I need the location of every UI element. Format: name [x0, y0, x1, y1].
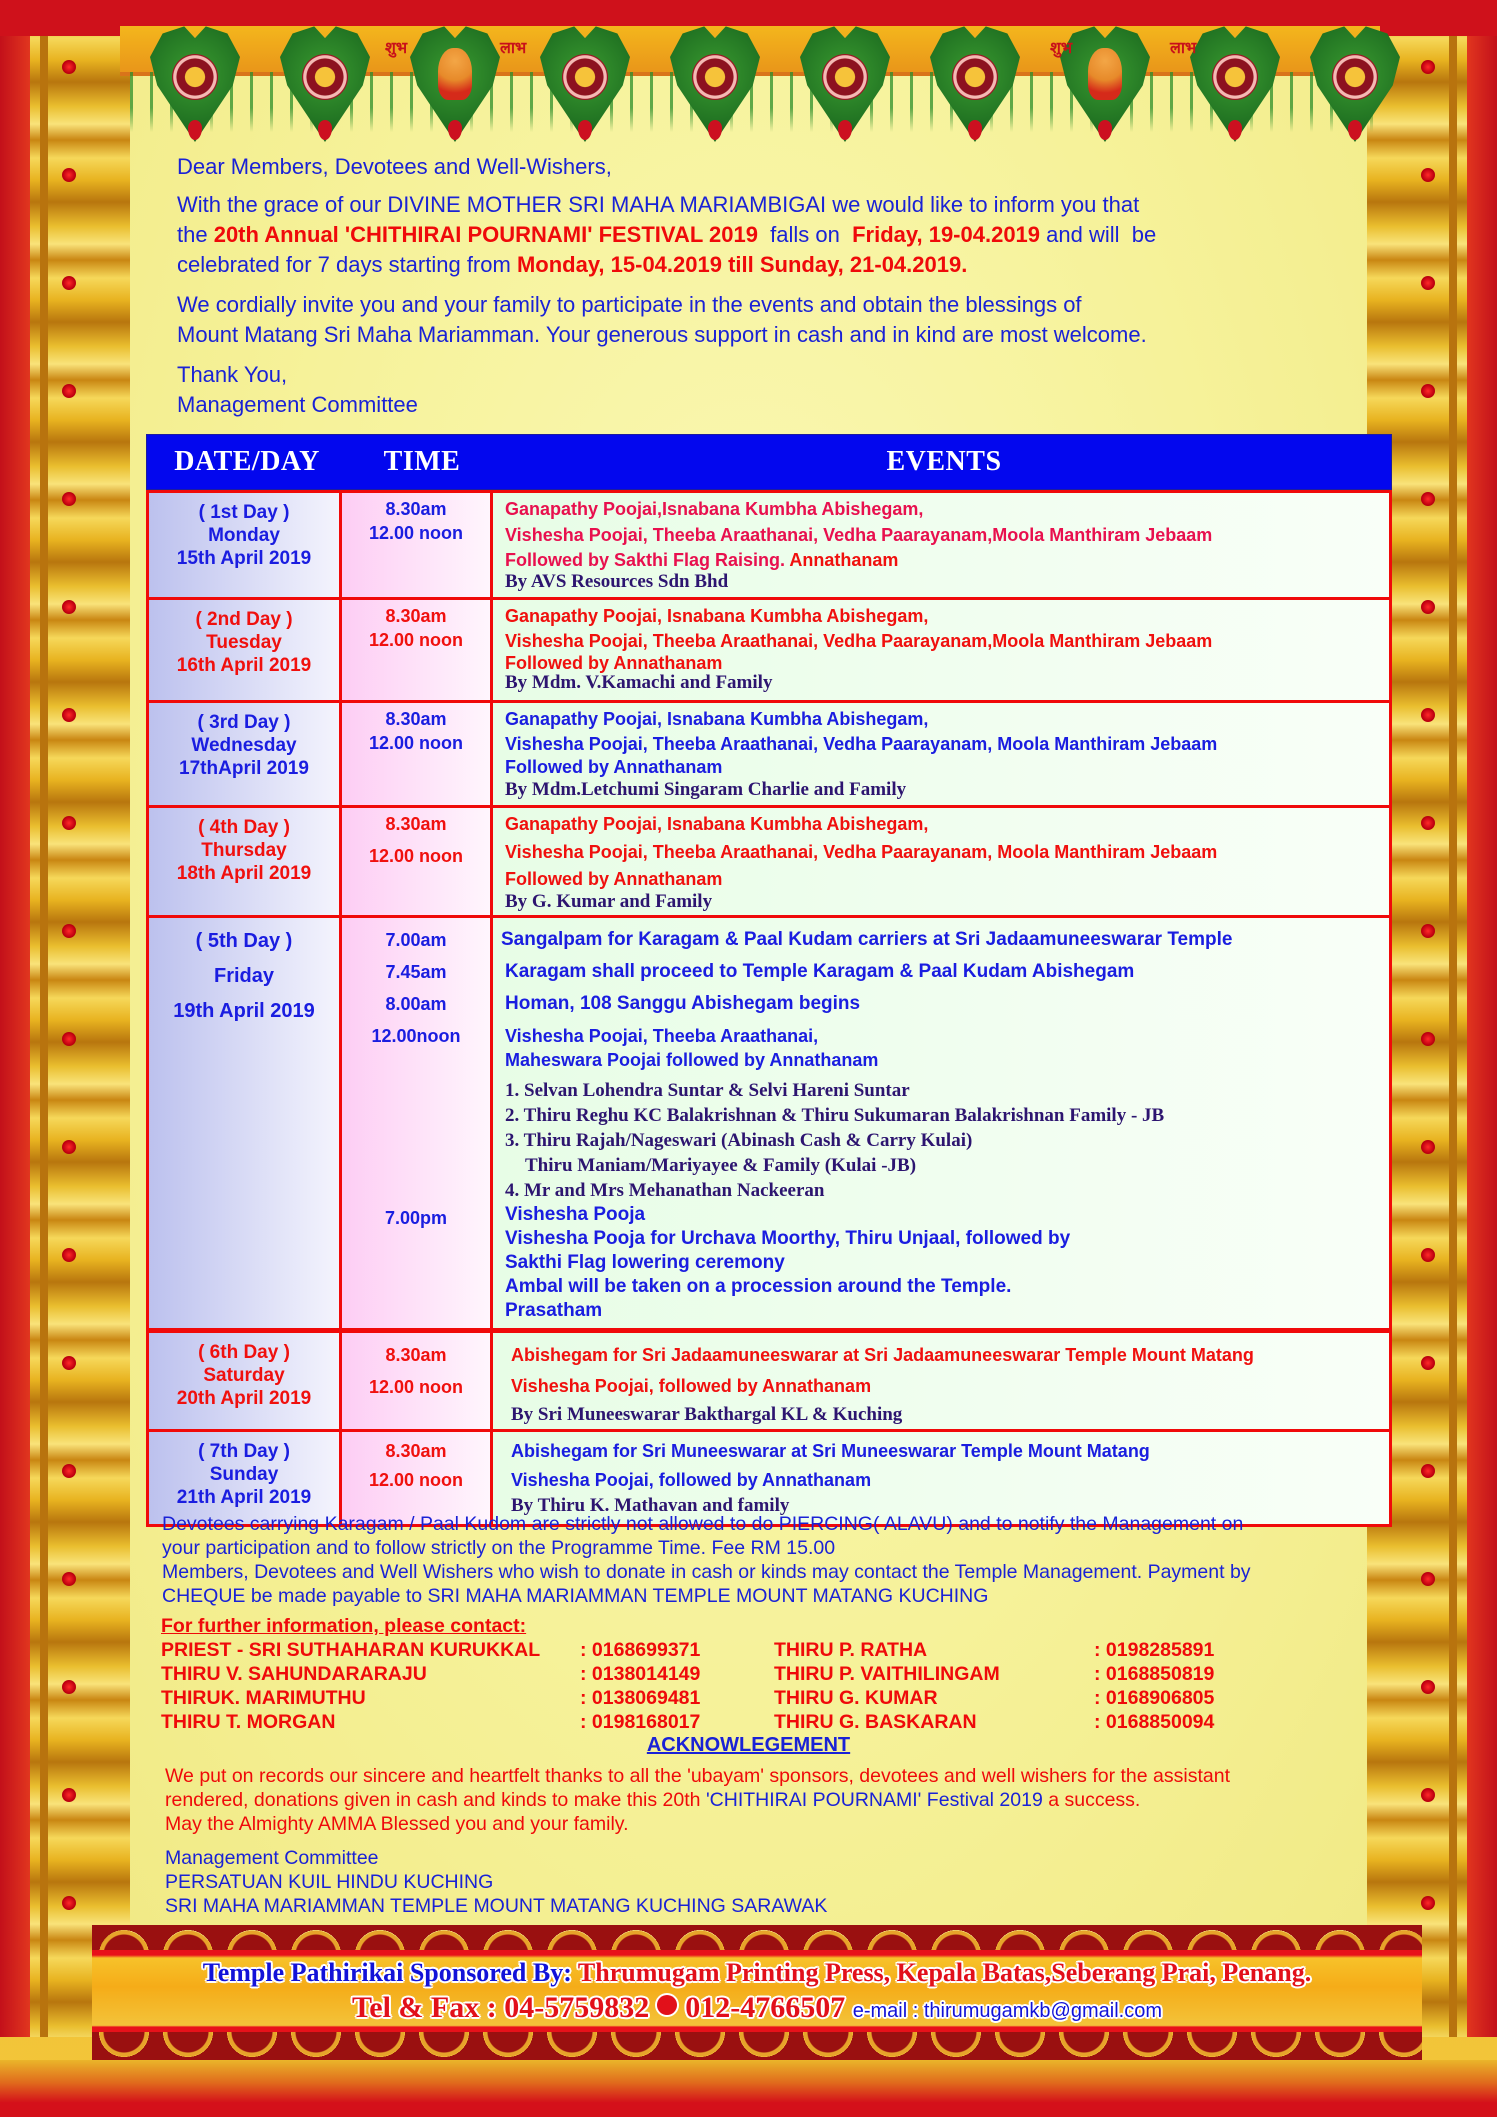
jewel-ornament [62, 1140, 76, 1154]
note-line: Members, Devotees and Well Wishers who wish to donate in cash or kinds may contact the Temple Management. Payment by [162, 1561, 1251, 1583]
festival-period: Monday, 15-04.2019 till Sunday, 21-04.2019. [516, 252, 968, 277]
text-fragment: Followed by Sakthi Flag Raising. [505, 550, 790, 570]
weekday: Sunday [209, 1464, 279, 1485]
day-number: ( 6th Day ) [198, 1342, 290, 1363]
sponsor: By Thiru K. Mathavan and family [511, 1495, 790, 1516]
contact-line [92, 1990, 1422, 2029]
date-cell [149, 918, 342, 1328]
jewel-ornament [62, 276, 76, 290]
ganesha-leaf-ornament [1060, 24, 1150, 142]
time-slot: 12.00 noon [368, 630, 464, 650]
ganesha-leaf-ornament [410, 24, 500, 142]
jewel-ornament [62, 708, 76, 722]
sponsor: 4. Mr and Mrs Mehanathan Nackeeran [505, 1180, 825, 1201]
flower-leaf-ornament [1190, 24, 1280, 142]
table-row-day5 [146, 918, 1392, 1331]
jewel-ornament [62, 816, 76, 830]
sponsor: 1. Selvan Lohendra Suntar & Selvi Hareni Suntar [505, 1080, 910, 1101]
jewel-ornament [1421, 816, 1435, 830]
time-cell [342, 1333, 493, 1429]
event-line: Ganapathy Poojai, Isnabana Kumbha Abishegam, [505, 606, 929, 626]
auspicious-glyph: लाभ [500, 38, 527, 57]
jewel-ornament [1421, 1464, 1435, 1478]
jewel-ornament [62, 1572, 76, 1586]
jewel-ornament [1421, 168, 1435, 182]
event-line: Sangalpam for Karagam & Paal Kudam carriers at Sri Jadaamuneeswarar Temple [501, 929, 1233, 950]
jewel-ornament [1421, 1680, 1435, 1694]
text-fragment: 'CHITHIRAI POURNAMI' Festival 2019 [705, 1789, 1043, 1811]
time-cell [342, 1432, 493, 1524]
contact-name: THIRU G. KUMAR [774, 1687, 938, 1709]
event-line: Ganapathy Poojai, Isnabana Kumbha Abishegam, [505, 709, 929, 729]
event-line: Followed by Annathanam [505, 757, 723, 777]
header-events: EVENTS [886, 446, 1002, 477]
contact-phone: : 0168850094 [1094, 1711, 1215, 1733]
letter-para1-line1: With the grace of our DIVINE MOTHER SRI MAHA MARIAMBIGAI we would like to inform you that [177, 192, 1140, 217]
time-slot: 8.30am [385, 1441, 447, 1461]
date: 21th April 2019 [176, 1487, 312, 1508]
events-cell [493, 808, 1389, 915]
table-row-day6 [146, 1330, 1392, 1432]
auspicious-glyph: शुभ [1050, 38, 1073, 57]
text-fragment: a success. [1042, 1789, 1141, 1811]
jewel-ornament [1421, 1356, 1435, 1370]
jewel-ornament [1421, 276, 1435, 290]
contact-heading: For further information, please contact: [161, 1615, 527, 1637]
day-number: ( 2nd Day ) [195, 609, 293, 630]
date: 20th April 2019 [176, 1388, 312, 1409]
signature-line: PERSATUAN KUIL HINDU KUCHING [165, 1871, 494, 1893]
note-line: Devotees carrying Karagam / Paal Kudom are strictly not allowed to do PIERCING( ALAVU) and to notify the Management on [162, 1513, 1244, 1535]
festival-date: Friday, 19-04.2019 [852, 222, 1041, 247]
contact-phone: : 0168850819 [1094, 1663, 1215, 1685]
sponsor: By G. Kumar and Family [505, 891, 713, 912]
contact-name: THIRU G. BASKARAN [774, 1711, 977, 1733]
events-cell [493, 703, 1389, 805]
flower-leaf-ornament [150, 24, 240, 142]
jewel-ornament [62, 924, 76, 938]
sponsor: 2. Thiru Reghu KC Balakrishnan & Thiru Sukumaran Balakrishnan Family - JB [505, 1105, 1165, 1126]
text-fragment: the [177, 222, 214, 247]
time-slot: 7.00pm [384, 1208, 448, 1228]
acknowledgement-heading: ACKNOWLEGEMENT [646, 1734, 851, 1756]
note-line: CHEQUE be made payable to SRI MAHA MARIAMMAN TEMPLE MOUNT MATANG KUCHING [162, 1585, 989, 1607]
date: 16th April 2019 [176, 655, 312, 676]
day-number: ( 7th Day ) [198, 1441, 290, 1462]
event-line: Ambal will be taken on a procession around the Temple. [505, 1276, 1012, 1297]
letter-para2-line2: Mount Matang Sri Maha Mariamman. Your generous support in cash and in kind are most welcome. [177, 322, 1147, 347]
printer-name: Thrumugam Printing Press, Kepala Batas,Seberang Prai, Penang. [571, 1958, 1312, 1987]
contact-row [161, 1638, 1244, 1662]
event-line: Karagam shall proceed to Temple Karagam & Paal Kudam Abishegam [505, 961, 1135, 982]
table-row-day3 [146, 703, 1392, 808]
header-time: TIME [383, 446, 461, 477]
date: 17thApril 2019 [179, 758, 309, 779]
time-slot: 12.00 noon [368, 1470, 464, 1490]
thanks: Thank You, [177, 362, 288, 387]
weekday: Tuesday [206, 632, 282, 653]
signature-block [165, 1846, 827, 1918]
footer-base [0, 2060, 1497, 2117]
auspicious-glyph: लाभ [1170, 38, 1197, 57]
contact-name: THIRUK. MARIMUTHU [161, 1687, 366, 1709]
event-line: Vishesha Poojai, Theeba Araathanai, Vedha Paarayanam, Moola Manthiram Jebaam [505, 734, 1218, 754]
letter-para1-line2 [177, 220, 1337, 250]
event-line [505, 549, 1389, 571]
time-cell [342, 493, 493, 597]
weekday: Wednesday [191, 735, 297, 756]
flower-leaf-ornament [930, 24, 1020, 142]
banner-top-scallops [92, 1925, 1422, 1953]
time-slot: 12.00 noon [368, 846, 464, 866]
jewel-ornament [1421, 1896, 1435, 1910]
time-slot: 12.00noon [371, 1026, 461, 1046]
weekday: Monday [208, 525, 280, 546]
sponsor: By Mdm.Letchumi Singaram Charlie and Family [505, 779, 907, 800]
header-date: DATE/DAY [174, 446, 320, 477]
events-cell [493, 1432, 1389, 1524]
event-line: Vishesha Poojai, Theeba Araathanai, [505, 1026, 819, 1046]
date-cell [149, 1432, 342, 1524]
jewel-ornament [1421, 384, 1435, 398]
text-fragment: falls on [757, 222, 853, 247]
time-slot: 12.00 noon [368, 523, 464, 543]
tel-fax: Tel & Fax : 04-5759832 [352, 1991, 650, 2024]
letter-para2-line1: We cordially invite you and your family to participate in the events and obtain the blessings of [177, 292, 1082, 317]
event-line: Ganapathy Poojai, Isnabana Kumbha Abishegam, [505, 814, 929, 834]
jewel-ornament [62, 1032, 76, 1046]
day-number: ( 4th Day ) [198, 817, 290, 838]
jewel-ornament [1421, 1140, 1435, 1154]
jewel-ornament [1421, 60, 1435, 74]
schedule-table [146, 434, 1392, 1527]
sponsor: Thiru Maniam/Mariyayee & Family (Kulai -JB) [525, 1155, 917, 1176]
event-line: Followed by Annathanam [505, 653, 723, 673]
contact-phone: : 0138069481 [580, 1687, 701, 1709]
text-fragment: Annathanam [789, 550, 899, 570]
event-line: Maheswara Poojai followed by Annathanam [505, 1050, 879, 1070]
jewel-ornament [1421, 708, 1435, 722]
mobile: 012-4766507 [685, 1991, 846, 2024]
jewel-ornament [1421, 1572, 1435, 1586]
contact-phone: : 0198285891 [1094, 1639, 1215, 1661]
jewel-ornament [1421, 1788, 1435, 1802]
date: 18th April 2019 [176, 863, 312, 884]
event-line: Vishesha Poojai, Theeba Araathanai, Vedha Paarayanam,Moola Manthiram Jebaam [505, 525, 1213, 545]
events-cell [493, 918, 1389, 1328]
time-slot: 8.30am [385, 709, 447, 729]
email: e-mail : thirumugamkb@gmail.com [852, 2000, 1162, 2022]
contact-list [161, 1638, 1244, 1734]
date-cell [149, 808, 342, 915]
sponsor-label: Temple Pathirikai Sponsored By: [202, 1958, 572, 1987]
contact-name: THIRU P. VAITHILINGAM [774, 1663, 1000, 1685]
day-number: ( 1st Day ) [198, 502, 290, 523]
contact-name: THIRU V. SAHUNDARARAJU [161, 1663, 427, 1685]
auspicious-glyph: शुभ [385, 38, 408, 57]
text-fragment: celebrated for 7 days starting from [177, 252, 517, 277]
time-cell [342, 808, 493, 915]
contact-phone: : 0198168017 [580, 1711, 701, 1733]
sponsor-list [501, 1078, 1389, 1203]
table-row-day1 [146, 490, 1392, 600]
ack-line: We put on records our sincere and heartfelt thanks to all the 'ubayam' sponsors, devotees and well wishers for the assistant [165, 1765, 1230, 1787]
contact-row [161, 1662, 1244, 1686]
jewel-ornament [62, 600, 76, 614]
time-slot: 12.00 noon [368, 1377, 464, 1397]
event-line: Vishesha Poojai, followed by Annathanam [511, 1376, 872, 1396]
table-row-day4 [146, 808, 1392, 918]
day-number: ( 3rd Day ) [197, 712, 291, 733]
signature-line: SRI MAHA MARIAMMAN TEMPLE MOUNT MATANG KUCHING SARAWAK [165, 1895, 828, 1917]
event-line: Followed by Annathanam [505, 869, 723, 889]
day-number: ( 5th Day ) [195, 930, 293, 952]
ack-line: May the Almighty AMMA Blessed you and your family. [165, 1813, 629, 1835]
jewel-ornament [62, 1788, 76, 1802]
time-cell [342, 918, 493, 1328]
jewel-ornament [62, 384, 76, 398]
event-line: Ganapathy Poojai,Isnabana Kumbha Abishegam, [505, 499, 924, 519]
signature-line: Management Committee [165, 1847, 379, 1869]
contact-row [161, 1710, 1244, 1734]
date-cell [149, 600, 342, 700]
signoff: Management Committee [177, 392, 418, 417]
jewel-ornament [1421, 1032, 1435, 1046]
event-line: Vishesha Pooja [505, 1204, 646, 1225]
sponsor: By AVS Resources Sdn Bhd [505, 571, 729, 592]
flower-leaf-ornament [800, 24, 890, 142]
time-slot: 7.00am [385, 930, 447, 950]
time-slot: 7.45am [385, 962, 447, 982]
time-slot: 8.00am [385, 994, 447, 1014]
contact-phone: : 0168699371 [580, 1639, 701, 1661]
ack-line [165, 1788, 1385, 1812]
event-line: Abishegam for Sri Muneeswarar at Sri Muneeswarar Temple Mount Matang [511, 1441, 1150, 1461]
time-cell [342, 600, 493, 700]
invitation-letter [177, 152, 1337, 420]
jewel-ornament [1421, 492, 1435, 506]
time-slot: 12.00 noon [368, 733, 464, 753]
event-line: Sakthi Flag lowering ceremony [505, 1252, 785, 1273]
flower-leaf-ornament [540, 24, 630, 142]
bullet-icon [657, 1995, 677, 2015]
event-line: Abishegam for Sri Jadaamuneeswarar at Sri Jadaamuneeswarar Temple Mount Matang [511, 1345, 1254, 1365]
contact-phone: : 0168906805 [1094, 1687, 1215, 1709]
acknowledgement-heading-wrap [0, 1734, 1497, 1757]
letter-para1-line3 [177, 250, 1337, 280]
contact-row [161, 1686, 1244, 1710]
time-slot: 8.30am [385, 814, 447, 834]
table-header [146, 434, 1392, 490]
date: 15th April 2019 [176, 548, 312, 569]
sponsor-banner [92, 1950, 1422, 2032]
event-line: Vishesha Poojai, followed by Annathanam [511, 1470, 872, 1490]
devotee-notes [162, 1512, 1382, 1608]
time-slot: 8.30am [385, 606, 447, 626]
jewel-ornament [1421, 924, 1435, 938]
evening-events [501, 1203, 1389, 1323]
jewel-ornament [1421, 600, 1435, 614]
contact-phone: : 0138014149 [580, 1663, 701, 1685]
weekday: Friday [213, 965, 275, 987]
events-cell [493, 1333, 1389, 1429]
jewel-ornament [1421, 1248, 1435, 1262]
date-cell [149, 703, 342, 805]
jewel-ornament [62, 1896, 76, 1910]
jewel-ornament [62, 60, 76, 74]
sponsor-line [92, 1950, 1422, 1990]
jewel-ornament [62, 1248, 76, 1262]
text-fragment: rendered, donations given in cash and kinds to make this 20th [165, 1789, 706, 1811]
greeting: Dear Members, Devotees and Well-Wishers, [177, 154, 612, 179]
event-line: Homan, 108 Sanggu Abishegam begins [505, 993, 861, 1014]
sponsor: 3. Thiru Rajah/Nageswari (Abinash Cash & Carry Kulai) [505, 1130, 973, 1151]
jewel-ornament [62, 1356, 76, 1370]
date: 19th April 2019 [173, 1000, 315, 1022]
contact-name: THIRU P. RATHA [774, 1639, 928, 1661]
note-line: your participation and to follow strictly on the Programme Time. Fee RM 15.00 [162, 1537, 836, 1559]
event-line: Vishesha Poojai, Theeba Araathanai, Vedha Paarayanam, Moola Manthiram Jebaam [505, 842, 1218, 862]
contact-name: PRIEST - SRI SUTHAHARAN KURUKKAL [161, 1639, 541, 1661]
weekday: Thursday [201, 840, 287, 861]
time-slot: 8.30am [385, 1345, 447, 1365]
event-line: Vishesha Poojai, Theeba Araathanai, Vedha Paarayanam,Moola Manthiram Jebaam [505, 631, 1213, 651]
date-cell [149, 1333, 342, 1429]
events-cell [493, 600, 1389, 700]
acknowledgement-text [165, 1764, 1385, 1836]
event-line: Prasatham [505, 1300, 603, 1321]
time-cell [342, 703, 493, 805]
jewel-ornament [62, 492, 76, 506]
banner-bottom-scallops [92, 2032, 1422, 2060]
jewel-ornament [62, 1680, 76, 1694]
events-cell [493, 493, 1389, 597]
date-cell [149, 493, 342, 597]
table-row-day2 [146, 600, 1392, 703]
weekday: Saturday [203, 1365, 285, 1386]
festival-name: 20th Annual 'CHITHIRAI POURNAMI' FESTIVAL 2019 [213, 222, 758, 247]
flower-leaf-ornament [670, 24, 760, 142]
event-line: Vishesha Pooja for Urchava Moorthy, Thiru Unjaal, followed by [505, 1228, 1071, 1249]
flower-leaf-ornament [280, 24, 370, 142]
flower-leaf-ornament [1310, 24, 1400, 142]
text-fragment: and will be [1040, 222, 1157, 247]
time-slot: 8.30am [385, 499, 447, 519]
jewel-ornament [62, 1464, 76, 1478]
sponsor: By Mdm. V.Kamachi and Family [505, 672, 773, 693]
sponsor: By Sri Muneeswarar Bakthargal KL & Kuching [511, 1404, 903, 1425]
jewel-ornament [62, 168, 76, 182]
contact-name: THIRU T. MORGAN [161, 1711, 336, 1733]
